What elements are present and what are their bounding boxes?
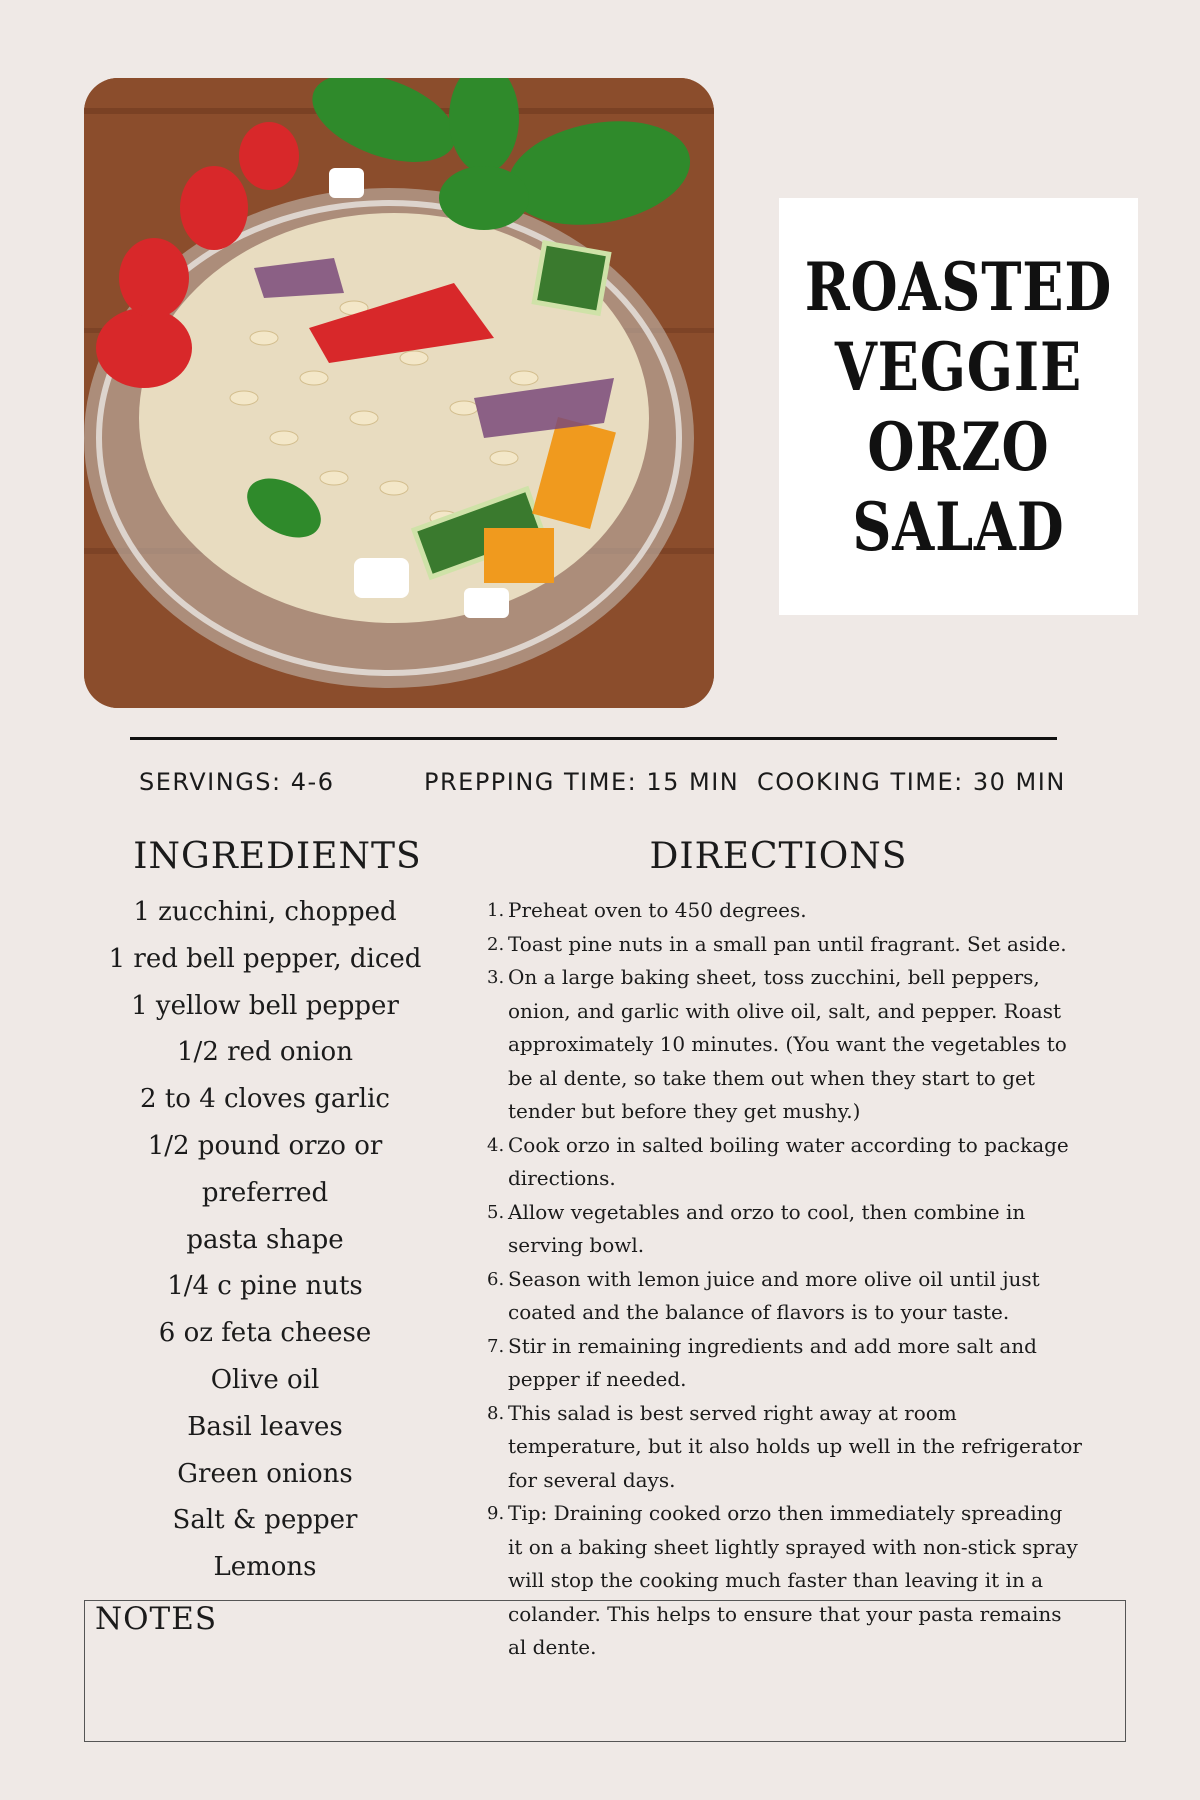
step-number: 2.: [487, 933, 505, 955]
ingredient-item: 2 to 4 cloves garlic: [140, 1084, 390, 1115]
step-text: Cook orzo in salted boiling water according to package directions.: [508, 1132, 1069, 1190]
step-text: Allow vegetables and orzo to cool, then combine in serving bowl.: [508, 1199, 1026, 1257]
step-number: 4.: [487, 1134, 505, 1156]
servings-label: SERVINGS: 4-6: [139, 768, 335, 796]
step-number: 3.: [487, 967, 505, 988]
direction-step: [482, 961, 1082, 1129]
prepping-time-label: PREPPING TIME: 15 MIN: [424, 768, 740, 796]
step-text: Preheat oven to 450 degrees.: [508, 898, 807, 922]
ingredients-list: [90, 889, 440, 1591]
ingredient-item: 1 red bell pepper, diced: [108, 943, 422, 974]
step-text: Tip: Draining cooked orzo then immediately spreading it on a baking sheet lightly sprayed with non-stick spray will stop the cooking much faster than leaving it in a colander. This helps to ensure that your pasta remains al dente.: [508, 1501, 1078, 1659]
direction-step: [482, 1129, 1082, 1196]
title-card: [779, 198, 1138, 615]
step-text: Stir in remaining ingredients and add more salt and pepper if needed.: [508, 1333, 1037, 1391]
step-number: 5.: [487, 1201, 505, 1223]
step-number: 6.: [487, 1268, 505, 1290]
recipe-title: [771, 247, 1146, 567]
notes-box[interactable]: [84, 1600, 1126, 1742]
title-line: ORZO: [867, 407, 1050, 486]
direction-step: [482, 1330, 1082, 1397]
direction-step: [482, 894, 1082, 928]
direction-step: [482, 1397, 1082, 1498]
notes-label: NOTES: [95, 1601, 218, 1637]
step-text: Season with lemon juice and more olive oil until just coated and the balance of flavors is to your taste.: [508, 1266, 1040, 1324]
title-line: VEGGIE: [834, 327, 1083, 406]
ingredient-item: Green onions: [177, 1458, 353, 1489]
divider: [130, 737, 1057, 740]
ingredient-item: 6 oz feta cheese: [158, 1318, 372, 1349]
step-text: Toast pine nuts in a small pan until fragrant. Set aside.: [508, 931, 1067, 956]
title-line: SALAD: [852, 487, 1065, 566]
step-text: This salad is best served right away at room temperature, but it also holds up well in the refrigerator for several days.: [508, 1400, 1082, 1492]
step-number: 7.: [487, 1335, 505, 1357]
direction-step: [482, 1263, 1082, 1330]
step-number: 1.: [487, 900, 505, 921]
ingredients-heading: INGREDIENTS: [133, 836, 422, 877]
title-line: ROASTED: [804, 247, 1113, 326]
ingredient-item: pasta shape: [186, 1224, 344, 1255]
step-number: 8.: [487, 1402, 505, 1424]
salad-photo: [84, 78, 714, 708]
directions-list: [482, 894, 1082, 1665]
ingredient-item: 1 zucchini, chopped: [133, 897, 397, 927]
ingredient-item: 1 yellow bell pepper: [131, 990, 399, 1021]
ingredient-item: Salt & pepper: [172, 1505, 358, 1536]
direction-step: [482, 1196, 1082, 1263]
ingredient-item: Lemons: [213, 1552, 317, 1583]
ingredient-item: Basil leaves: [187, 1411, 343, 1442]
step-text: On a large baking sheet, toss zucchini, bell peppers, onion, and garlic with olive oil, salt, and pepper. Roast approximately 10 minutes. (You want the vegetables to be al dente, so take them out when they start to get tender but before they get mushy.): [508, 965, 1067, 1123]
step-number: 9.: [487, 1503, 505, 1524]
ingredient-item: 1/4 c pine nuts: [167, 1271, 363, 1302]
salad-illustration: [84, 78, 714, 708]
ingredient-item: 1/2 red onion: [177, 1037, 353, 1068]
directions-heading: DIRECTIONS: [649, 836, 908, 877]
ingredient-item: Olive oil: [210, 1364, 320, 1395]
direction-step: [482, 928, 1082, 962]
ingredient-item: 1/2 pound orzo or preferred: [147, 1130, 383, 1208]
cooking-time-label: COOKING TIME: 30 MIN: [757, 768, 1066, 796]
